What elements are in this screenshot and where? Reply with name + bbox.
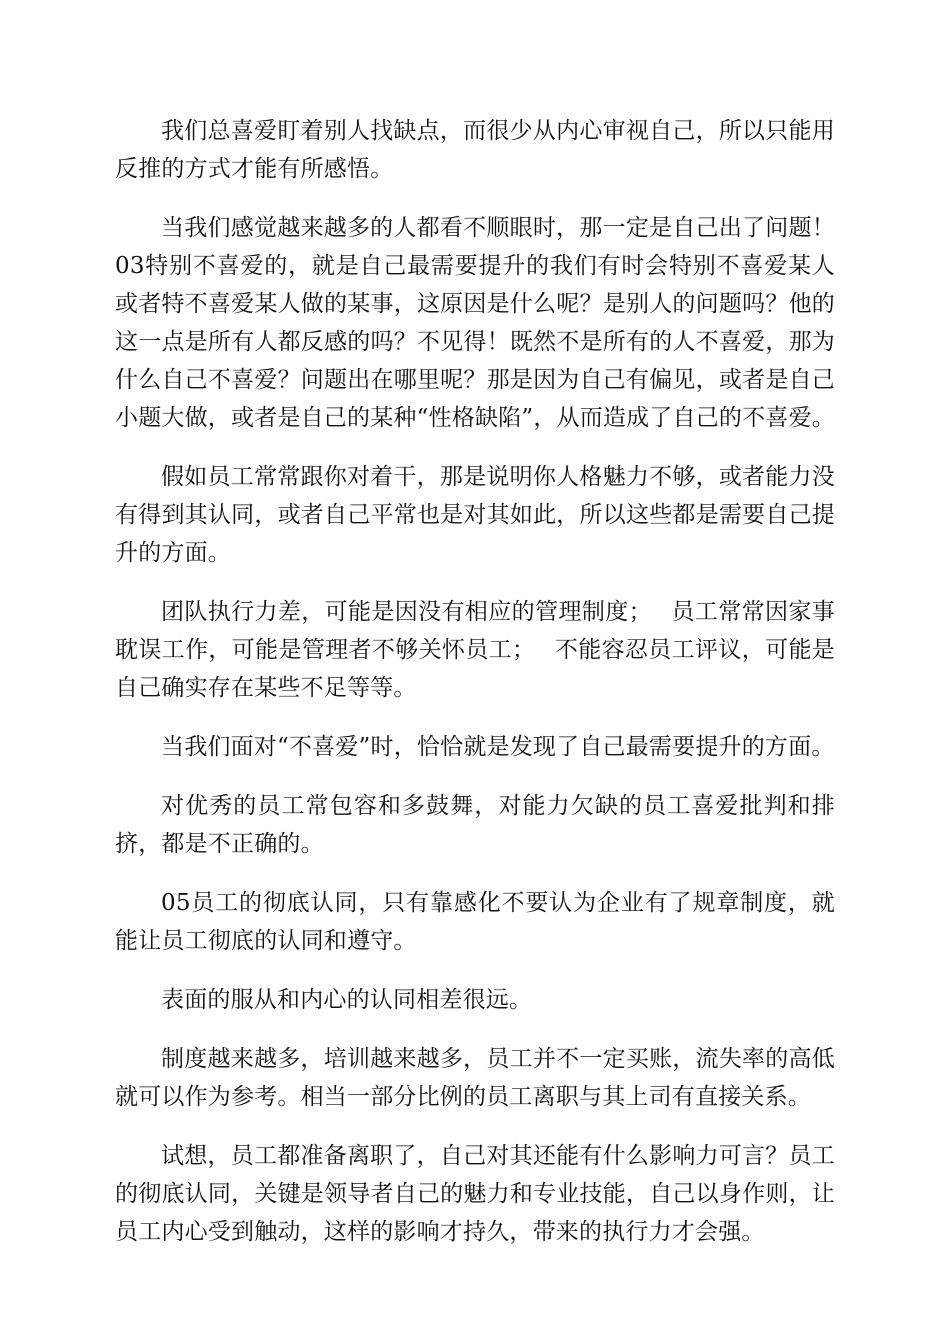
- paragraph-4: 团队执行力差，可能是因没有相应的管理制度； 员工常常因家事耽误工作，可能是管理者不够关怀员工； 不能容忍员工评议，可能是自己确实存在某些不足等等。: [115, 599, 835, 701]
- paragraph-8: 表面的服从和内心的认同相差很远。: [161, 987, 533, 1013]
- document-body: [115, 112, 835, 1272]
- paragraph-10: 试想，员工都准备离职了，自己对其还能有什么影响力可言？员工的彻底认同，关键是领导者自己的魅力和专业技能，自己以身作则，让员工内心受到触动，这样的影响才持久，带来的执行力才会强。: [115, 1143, 835, 1245]
- paragraph-3: 假如员工常常跟你对着干，那是说明你人格魅力不够，或者能力没有得到其认同，或者自己平常也是对其如此，所以这些都是需要自己提升的方面。: [115, 464, 835, 566]
- paragraph-6: 对优秀的员工常包容和多鼓舞，对能力欠缺的员工喜爱批判和排挤，都是不正确的。: [115, 793, 835, 857]
- paragraph-5: 当我们面对“不喜爱”时，恰恰就是发现了自己最需要提升的方面。: [161, 734, 835, 760]
- paragraph-1: 我们总喜爱盯着别人找缺点，而很少从内心审视自己，所以只能用反推的方式才能有所感悟。: [115, 118, 835, 182]
- paragraph-7: 05员工的彻底认同，只有靠感化不要认为企业有了规章制度，就能让员工彻底的认同和遵守。: [115, 890, 835, 954]
- paragraph-2: 当我们感觉越来越多的人都看不顺眼时，那一定是自己出了问题！03特别不喜爱的，就是自己最需要提升的我们有时会特别不喜爱某人或者特不喜爱某人做的某事，这原因是什么呢？是别人的问题吗？他的这一点是所有人都反感的吗？不见得！既然不是所有的人不喜爱，那为什么自己不喜爱？问题出在哪里呢？那是因为自己有偏见，或者是自己小题大做，或者是自己的某种“性格缺陷”，从而造成了自己的不喜爱。: [115, 215, 835, 431]
- paragraph-9: 制度越来越多，培训越来越多，员工并不一定买账，流失率的高低就可以作为参考。相当一部分比例的员工离职与其上司有直接关系。: [115, 1046, 835, 1110]
